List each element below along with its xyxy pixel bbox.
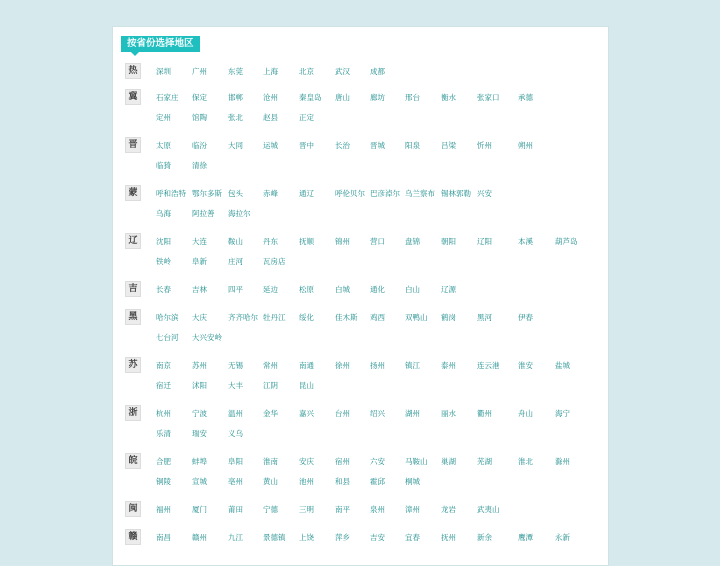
city-link[interactable]: 泰州 [441, 361, 456, 370]
city-link[interactable]: 常州 [263, 361, 278, 370]
city-link[interactable]: 马鞍山 [405, 457, 428, 466]
city-link[interactable]: 漳州 [405, 505, 420, 514]
panel-title: 按省份选择地区 [121, 36, 200, 52]
city-link[interactable]: 苏州 [192, 361, 207, 370]
city-link[interactable]: 铜陵 [156, 477, 171, 486]
province-abbr-badge: 赣 [125, 529, 141, 545]
city-link[interactable]: 晋城 [370, 141, 385, 150]
city-link[interactable]: 丹东 [263, 237, 278, 246]
city-link[interactable]: 淮南 [263, 457, 278, 466]
city-link[interactable]: 广州 [192, 67, 207, 76]
city-link[interactable]: 乐清 [156, 429, 171, 438]
city-link[interactable]: 赤峰 [263, 189, 278, 198]
city-link[interactable]: 四平 [228, 285, 243, 294]
city-link[interactable]: 阿拉善 [192, 209, 215, 218]
city-link[interactable]: 永新 [555, 533, 570, 542]
city-link[interactable]: 嘉兴 [299, 409, 314, 418]
city-link[interactable]: 辽源 [441, 285, 456, 294]
city-link[interactable]: 佳木斯 [335, 313, 358, 322]
city-link[interactable]: 伊春 [518, 313, 533, 322]
city-link[interactable]: 龙岩 [441, 505, 456, 514]
city-link[interactable]: 江阴 [263, 381, 278, 390]
city-link[interactable]: 湖州 [405, 409, 420, 418]
city-link[interactable]: 宿迁 [156, 381, 171, 390]
city-link[interactable]: 池州 [299, 477, 314, 486]
city-link[interactable]: 临汾 [192, 141, 207, 150]
city-link[interactable]: 泉州 [370, 505, 385, 514]
city-link[interactable]: 沭阳 [192, 381, 207, 390]
city-link[interactable]: 大同 [228, 141, 243, 150]
city-link[interactable]: 南通 [299, 361, 314, 370]
city-link[interactable]: 武夷山 [477, 505, 500, 514]
city-link[interactable]: 鹰潭 [518, 533, 533, 542]
city-link[interactable]: 宁波 [192, 409, 207, 418]
city-link[interactable]: 廊坊 [370, 93, 385, 102]
city-link[interactable]: 哈尔滨 [156, 313, 179, 322]
city-link[interactable]: 蚌埠 [192, 457, 207, 466]
city-link[interactable]: 萍乡 [335, 533, 350, 542]
city-link[interactable]: 延边 [263, 285, 278, 294]
city-link[interactable]: 鹤岗 [441, 313, 456, 322]
city-link[interactable]: 宜春 [405, 533, 420, 542]
city-link[interactable]: 松原 [299, 285, 314, 294]
city-link[interactable]: 赣州 [192, 533, 207, 542]
city-link[interactable]: 锡林郭勒 [441, 189, 471, 198]
city-link[interactable]: 三明 [299, 505, 314, 514]
city-link[interactable]: 桐城 [405, 477, 420, 486]
city-link[interactable]: 金华 [263, 409, 278, 418]
city-link[interactable]: 成都 [370, 67, 385, 76]
city-link[interactable]: 正定 [299, 113, 314, 122]
city-link[interactable]: 唐山 [335, 93, 350, 102]
city-link[interactable]: 鸡西 [370, 313, 385, 322]
city-link[interactable]: 太原 [156, 141, 171, 150]
province-abbr-badge: 浙 [125, 405, 141, 421]
province-abbr-badge: 吉 [125, 281, 141, 297]
province-abbr-badge: 蒙 [125, 185, 141, 201]
province-abbr-badge: 晋 [125, 137, 141, 153]
city-link[interactable]: 阜阳 [228, 457, 243, 466]
city-link[interactable]: 海拉尔 [228, 209, 251, 218]
city-link[interactable]: 运城 [263, 141, 278, 150]
city-link[interactable]: 绍兴 [370, 409, 385, 418]
city-link[interactable]: 海宁 [555, 409, 570, 418]
city-link[interactable]: 赵县 [263, 113, 278, 122]
city-link[interactable]: 忻州 [477, 141, 492, 150]
city-link[interactable]: 义乌 [228, 429, 243, 438]
city-link[interactable]: 厦门 [192, 505, 207, 514]
city-link[interactable]: 南昌 [156, 533, 171, 542]
city-link[interactable]: 巢湖 [441, 457, 456, 466]
city-link[interactable]: 景德镇 [263, 533, 286, 542]
city-link[interactable]: 瓦房店 [263, 257, 286, 266]
city-link[interactable]: 白城 [335, 285, 350, 294]
city-link[interactable]: 六安 [370, 457, 385, 466]
city-link[interactable]: 亳州 [228, 477, 243, 486]
city-link[interactable]: 福州 [156, 505, 171, 514]
city-link[interactable]: 沈阳 [156, 237, 171, 246]
city-link[interactable]: 双鸭山 [405, 313, 428, 322]
city-link[interactable]: 呼和浩特 [156, 189, 186, 198]
city-link[interactable]: 乌海 [156, 209, 171, 218]
city-link[interactable]: 张家口 [477, 93, 500, 102]
city-link[interactable]: 沧州 [263, 93, 278, 102]
city-link[interactable]: 丽水 [441, 409, 456, 418]
city-link[interactable]: 保定 [192, 93, 207, 102]
city-link[interactable]: 和县 [335, 477, 350, 486]
city-link[interactable]: 昆山 [299, 381, 314, 390]
city-link[interactable]: 新余 [477, 533, 492, 542]
city-link[interactable]: 合肥 [156, 457, 171, 466]
city-link[interactable]: 南平 [335, 505, 350, 514]
city-link[interactable]: 白山 [405, 285, 420, 294]
city-link[interactable]: 衡水 [441, 93, 456, 102]
city-link[interactable]: 齐齐哈尔 [228, 313, 258, 322]
city-link[interactable]: 吕梁 [441, 141, 456, 150]
city-link[interactable]: 黄山 [263, 477, 278, 486]
province-abbr-badge: 冀 [125, 89, 141, 105]
city-link[interactable]: 杭州 [156, 409, 171, 418]
city-link[interactable]: 徐州 [335, 361, 350, 370]
city-link[interactable]: 抚顺 [299, 237, 314, 246]
city-link[interactable]: 温州 [228, 409, 243, 418]
city-link[interactable]: 台州 [335, 409, 350, 418]
city-link[interactable]: 承德 [518, 93, 533, 102]
city-link[interactable]: 鄂尔多斯 [192, 189, 222, 198]
province-abbr-badge: 辽 [125, 233, 141, 249]
province-abbr-badge: 苏 [125, 357, 141, 373]
city-link[interactable]: 张北 [228, 113, 243, 122]
city-link[interactable]: 莆田 [228, 505, 243, 514]
city-link[interactable]: 盘锦 [405, 237, 420, 246]
city-link[interactable]: 淮北 [518, 457, 533, 466]
province-abbr-badge: 皖 [125, 453, 141, 469]
city-link[interactable]: 营口 [370, 237, 385, 246]
city-link[interactable]: 北京 [299, 67, 314, 76]
city-link[interactable]: 绥化 [299, 313, 314, 322]
city-link[interactable]: 扬州 [370, 361, 385, 370]
city-link[interactable]: 鞍山 [228, 237, 243, 246]
city-link[interactable]: 朔州 [518, 141, 533, 150]
city-link[interactable]: 阳泉 [405, 141, 420, 150]
city-link[interactable]: 辽阳 [477, 237, 492, 246]
city-link[interactable]: 定州 [156, 113, 171, 122]
city-link[interactable]: 铁岭 [156, 257, 171, 266]
city-link[interactable]: 霍邱 [370, 477, 385, 486]
city-link[interactable]: 抚州 [441, 533, 456, 542]
province-abbr-badge: 黑 [125, 309, 141, 325]
city-link[interactable]: 大连 [192, 237, 207, 246]
city-link[interactable]: 东莞 [228, 67, 243, 76]
city-link[interactable]: 大兴安岭 [192, 333, 222, 342]
city-link[interactable]: 无锡 [228, 361, 243, 370]
city-link[interactable]: 上海 [263, 67, 278, 76]
city-link[interactable]: 本溪 [518, 237, 533, 246]
city-link[interactable]: 牡丹江 [263, 313, 286, 322]
city-link[interactable]: 乌兰察布 [405, 189, 435, 198]
city-link[interactable]: 吉安 [370, 533, 385, 542]
city-link[interactable]: 宁德 [263, 505, 278, 514]
city-link[interactable]: 锦州 [335, 237, 350, 246]
city-link[interactable]: 盐城 [555, 361, 570, 370]
city-link[interactable]: 通化 [370, 285, 385, 294]
city-link[interactable]: 上饶 [299, 533, 314, 542]
city-link[interactable]: 黑河 [477, 313, 492, 322]
city-link[interactable]: 石家庄 [156, 93, 179, 102]
city-link[interactable]: 衢州 [477, 409, 492, 418]
city-link[interactable]: 朝阳 [441, 237, 456, 246]
city-link[interactable]: 长春 [156, 285, 171, 294]
city-link[interactable]: 晋中 [299, 141, 314, 150]
city-link[interactable]: 大庆 [192, 313, 207, 322]
city-link[interactable]: 深圳 [156, 67, 171, 76]
city-link[interactable]: 秦皇岛 [299, 93, 322, 102]
city-link[interactable]: 宿州 [335, 457, 350, 466]
city-link[interactable]: 连云港 [477, 361, 500, 370]
city-link[interactable]: 呼伦贝尔 [335, 189, 365, 198]
city-link[interactable]: 清徐 [192, 161, 207, 170]
city-link[interactable]: 七台河 [156, 333, 179, 342]
city-link[interactable]: 镇江 [405, 361, 420, 370]
city-link[interactable]: 阜新 [192, 257, 207, 266]
city-link[interactable]: 庄河 [228, 257, 243, 266]
city-link[interactable]: 临猗 [156, 161, 171, 170]
city-link[interactable]: 葫芦岛 [555, 237, 578, 246]
city-link[interactable]: 通辽 [299, 189, 314, 198]
city-link[interactable]: 馆陶 [192, 113, 207, 122]
city-link[interactable]: 长治 [335, 141, 350, 150]
city-link[interactable]: 巴彦淖尔 [370, 189, 400, 198]
city-link[interactable]: 吉林 [192, 285, 207, 294]
province-abbr-badge: 热 [125, 63, 141, 79]
city-link[interactable]: 淮安 [518, 361, 533, 370]
city-link[interactable]: 芜湖 [477, 457, 492, 466]
city-link[interactable]: 舟山 [518, 409, 533, 418]
city-link[interactable]: 安庆 [299, 457, 314, 466]
city-link[interactable]: 宣城 [192, 477, 207, 486]
city-link[interactable]: 大丰 [228, 381, 243, 390]
city-link[interactable]: 九江 [228, 533, 243, 542]
city-link[interactable]: 瑞安 [192, 429, 207, 438]
city-link[interactable]: 邢台 [405, 93, 420, 102]
city-link[interactable]: 包头 [228, 189, 243, 198]
city-link[interactable]: 兴安 [477, 189, 492, 198]
region-selector-panel [112, 26, 609, 566]
city-link[interactable]: 武汉 [335, 67, 350, 76]
city-link[interactable]: 南京 [156, 361, 171, 370]
city-link[interactable]: 滁州 [555, 457, 570, 466]
province-abbr-badge: 闽 [125, 501, 141, 517]
city-link[interactable]: 邯郸 [228, 93, 243, 102]
